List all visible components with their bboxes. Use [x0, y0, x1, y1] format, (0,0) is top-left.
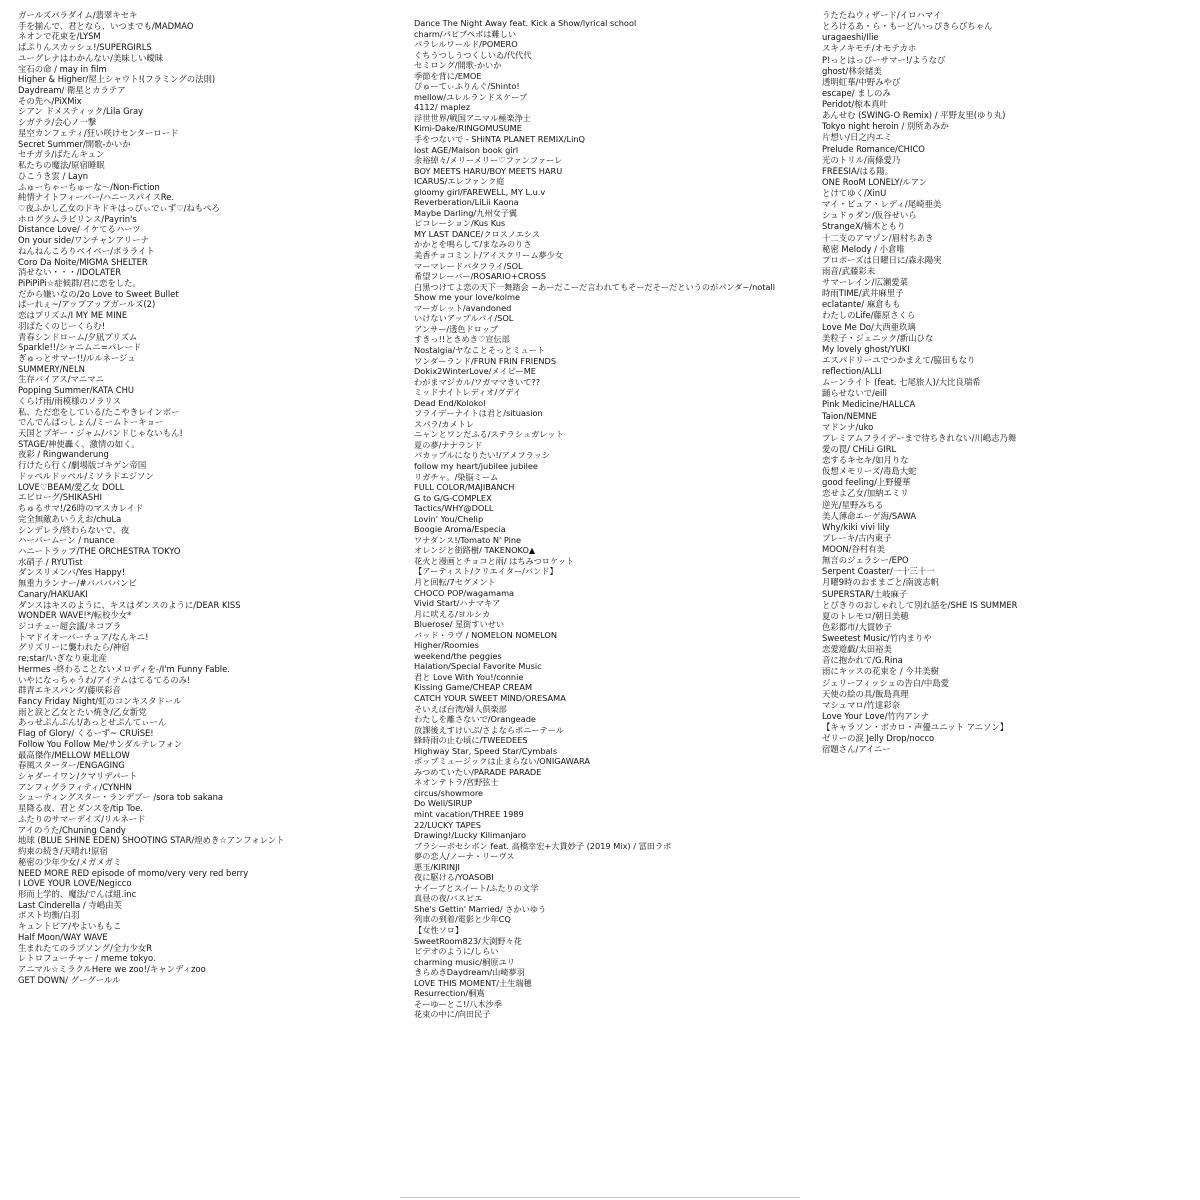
song-list-item: 月に吠える/ヨルシカ	[414, 608, 491, 619]
song-list-item: 雨にキッスの花束を / 今井美樹	[822, 666, 939, 677]
song-list-item: 時雨TIME/武井麻里子	[822, 288, 904, 299]
song-list-item: Popping Summer/KATA CHU	[18, 385, 135, 396]
song-list-item: ワンダーランド/FRUN FRIN FRIENDS	[414, 355, 557, 366]
song-list-item: 浮世世界/戦国アニマル極楽浄土	[414, 112, 531, 123]
song-list-item: Reverberation/LiLii Kaona	[414, 197, 519, 208]
song-list-item: good feeling/上野優華	[822, 477, 911, 488]
song-list-item: ネオンで花束を/LYSM	[18, 31, 101, 42]
song-list-item: 真昼の夜/バスピエ	[414, 893, 483, 904]
song-list-item: とけてゆく/XinU	[822, 188, 887, 198]
song-list-item: ハーバームーン / nuance	[18, 535, 115, 546]
song-list-item: 星降る夜、君とダンスを/tip Toe.	[18, 803, 143, 814]
song-list-item: SUMMERY/NELN	[18, 363, 85, 374]
song-list-item: Maybe Darling/九州女子翼	[414, 207, 518, 218]
song-list-item: Sparkle!!/シャニムニ=パレード	[18, 342, 142, 353]
song-list-item: ネオンテトラ/宮野弦士	[414, 777, 499, 788]
song-list-item: シアン ドメスティック/Lila Gray	[18, 106, 144, 117]
song-list-item: On your side/ワンチャンアリーナ	[18, 235, 149, 246]
song-list-item: weekend/the peggies	[414, 650, 502, 661]
song-list-item: 余裕綽々/メリーメリー♡ファンファーレ	[414, 155, 563, 166]
song-list-item: ハニートラップ/THE ORCHESTRA TOKYO	[18, 545, 181, 556]
song-list-item: 仮想メモリーズ/毒島大蛇	[822, 466, 917, 477]
song-list-item: エビローグ/SHIKASHI	[18, 492, 102, 503]
song-list-item: セミロング/開歌-かいか	[414, 60, 502, 71]
song-list-item: 生まれたてのラブソング/全力少女R	[18, 942, 153, 953]
song-list-item: Fancy Friday Night/虹のコンキスタドール	[18, 696, 182, 706]
song-list-item: 光のトリル/南條愛乃	[822, 154, 901, 165]
song-list-item: Flag of Glory/ くるーず~ CRUiSE!	[18, 728, 154, 739]
song-list-item: BOY MEETS HARU/BOY MEETS HARU	[414, 165, 563, 176]
song-list-item: そーゆーとこ!/八木沙季	[414, 998, 502, 1009]
song-list-item: I LOVE YOUR LOVE/Negicco	[18, 878, 132, 889]
song-list-item: シャダーイワン/クマリデパート	[18, 771, 138, 782]
song-list-item: リガチャ。/染脳ミーム	[414, 471, 499, 482]
song-list-item: マーガレット/avandoned	[414, 302, 512, 313]
song-list-item: あっせぷんぷん!/あっとせぷんてぃーん	[18, 717, 167, 728]
song-list-item: かかとを鳴らして/まなみのりさ	[414, 239, 532, 250]
song-list-item: Do Well/SIRUP	[414, 798, 473, 809]
song-list-item: Dance The Night Away feat. Kick a Show/lyrical school	[414, 18, 637, 28]
song-list-item: She's Gettin' Married/ さかいゆう	[414, 903, 547, 914]
song-list-item: ポップミュージックは止まらない/ONIGAWARA	[414, 756, 590, 767]
song-list-item: 美香チョコミント/アイスクリーム夢少女	[414, 250, 564, 261]
song-list-item: ONE RooM LONELY/ルアン	[822, 176, 928, 187]
song-list-item: 夏のトレモロ/朝日美穂	[822, 610, 909, 621]
song-list-item: バッド・ラヴ / NOMELON NOMELON	[414, 629, 557, 640]
song-list-item: そいえば台湾/婦人倶楽部	[414, 703, 507, 714]
song-list-item: マドンナ/uko	[822, 421, 874, 432]
song-list-item: レトロフューチャー / meme tokyo.	[18, 953, 156, 964]
song-list-item: ちゅるサマ!/26時のマスカレイド	[18, 503, 144, 514]
song-list-item: 宿題さん/アイニー	[822, 744, 891, 755]
song-list-item: Serpent Coaster/一十三十一	[822, 566, 935, 577]
song-list-item: 踊らせないで/eill	[822, 388, 887, 399]
song-list-item: Coro Da Noite/MIGMA SHELTER	[18, 256, 148, 267]
song-list-item: circus/showmore	[414, 787, 484, 798]
song-list-item: StrangeX/楠木ともり	[822, 221, 906, 232]
song-list-item: みつめていたい/PARADE PARADE	[414, 766, 542, 777]
song-list-item: ゼリーの涙 Jelly Drop/nocco	[822, 733, 935, 744]
song-list-item: アニマル☆ミラクルHere we zoo!/キャンディzoo	[18, 963, 206, 974]
song-list-item: lost AGE/Maison book girl	[414, 144, 519, 155]
song-list-item: 雨音/武藤彩未	[822, 265, 876, 276]
song-list-item: MY LAST DANCE/クロスノエシス	[414, 228, 541, 239]
song-list-item: ホログラムラビリンス/Payrin's	[18, 213, 137, 224]
song-list-item: マーマレードバタフライ/SOL	[414, 260, 523, 271]
song-list-item: LOVE♡BEAM/愛乙女 DOLL	[18, 481, 125, 492]
song-list-item: 完全無敵あいうえお/chuLa	[18, 513, 122, 524]
song-list-item: Tactics/WHY@DOLL	[414, 503, 494, 514]
song-list-item: 悪玉/KIRINJI	[414, 861, 460, 872]
song-list-item: ドッペルドッペル/ミソラドエジソン	[18, 470, 154, 481]
song-list-item: ぴゅーてぃふりんぐ/Shinto!	[414, 81, 520, 92]
song-list-item: Distance Love/ イケてるハーツ	[18, 224, 141, 235]
song-list-item: 月と回転/7セグメント	[414, 576, 496, 587]
song-list-item: うたたねウィザード/イロハマイ	[822, 10, 942, 20]
song-list-item: 夜に駆ける/YOASOBI	[414, 872, 494, 883]
song-list-column-3	[822, 10, 1200, 755]
song-list-item: 手を揃んで、君となら、いつまでも/MADMAO	[18, 20, 194, 31]
song-list-item: 君と Love With You!/connie	[414, 671, 524, 682]
song-list-item: ピコレーション/Kus Kus	[414, 218, 506, 229]
song-list-item: 希望フレーバー/ROSARIO+CROSS	[414, 271, 547, 282]
song-list-item: 天国とブギー・ジャム/バンドじゃないもん!	[18, 428, 183, 439]
song-list-item: charming music/桐原ユリ	[414, 956, 515, 967]
song-list-item: 夏の夢/ナナランド	[414, 439, 483, 450]
song-list-item: 【女性ソロ】	[414, 925, 464, 936]
song-list-item: きらめきDaydream/山崎夢羽	[414, 967, 525, 978]
song-list-item: CATCH YOUR SWEET MIND/ORESAMA	[414, 693, 566, 703]
song-list-item: ジェリーフィッシュの告白/中島愛	[822, 677, 950, 688]
song-list-item: re;star/いぎなり東北産	[18, 653, 107, 664]
song-list-item: ミッドナイトレディオ/グデイ	[414, 387, 522, 398]
song-list-item: SUPERSTAR/土岐麻子	[822, 588, 908, 599]
song-list-item: ワナダンス!/Tomato N' Pine	[414, 534, 522, 545]
song-list-item: ダンスリメンバ/Yes Happy!	[18, 567, 126, 578]
song-list-item: 夢の恋人/ノーナ・リーヴス	[414, 851, 515, 862]
song-list-item: 恋せよ乙女/加納エミリ	[822, 488, 909, 499]
song-list-item: フライデーナイトは君と/situasion	[414, 408, 543, 419]
song-list-item: 音に抱かれて/G.Rina	[822, 655, 903, 666]
song-list-item: 水硝子 / RYUTist	[18, 556, 83, 567]
song-list-item: 宝石の命 / may in film	[18, 63, 107, 74]
song-list-item: Higher & Higher/屋上シャウト!(フラミングの法則)	[18, 74, 216, 85]
song-list-item: パカップルになりたい!/アメフラッシ	[414, 450, 550, 461]
song-list-item: 列車の到着/電影と少年CQ	[414, 914, 511, 925]
song-list-item: オレンジと街路樹/ TAKENOKO▲	[414, 545, 536, 556]
song-list-column-1	[18, 10, 400, 985]
song-list-item: charm/パピプペポは難しい	[414, 28, 517, 39]
song-list-item: Dokix2WinterLove/メイビーME	[414, 366, 536, 377]
song-list-item: 放課後えすけいぷ/さよならポニーテール	[414, 724, 564, 735]
song-list-item: ぱぷりんスカッシュ!/SUPERGIRLS	[18, 42, 152, 53]
song-list-item: 私たちの魔法/原宿睡眠	[18, 160, 105, 171]
song-list-item: シュドゥダン/仮谷せいら	[822, 210, 917, 221]
song-list-item: 消せない・・・/IDOLATER	[18, 267, 122, 278]
song-list-item: Peridot/椋本真叶	[822, 99, 888, 109]
song-list-item: Boogie Aroma/Especia	[414, 524, 506, 535]
song-list-item: CHOCO POP/wagamama	[414, 587, 515, 598]
song-list-item: ユーグレナはわかんない/美味しい曖昧	[18, 52, 164, 63]
song-list-item: WONDER WAVE!*/転校少女*	[18, 610, 132, 621]
song-list-item: 手をつないで - SHiNTA PLANET REMIX/LinQ	[414, 134, 585, 145]
song-list-item: 花火と漫画とチョコと雨/ はちみつロケット	[414, 555, 575, 566]
song-list-item: Canary/HAKUAKI	[18, 588, 88, 599]
song-list-item: 星空カンフェティ/狂い咲けセンターロード	[18, 127, 179, 138]
song-list-item: 色彩都市/大貫妙子	[822, 621, 892, 632]
song-list-item: MOON/谷村有美	[822, 544, 885, 554]
song-list-item: 天使の絵の具/飯島真理	[822, 688, 909, 699]
song-list-item: 月曜9時のおままごと/南波志帆	[822, 577, 940, 588]
song-list-item: Taion/NEMNE	[822, 410, 877, 421]
song-list-item: 地球 (BLUE SHINE EDEN) SHOOTING STAR/煌めき☆アンフォレント	[18, 835, 285, 846]
song-list-item: ムーンライト (feat. 七尾旅人)/大比良瑞希	[822, 377, 981, 388]
song-list-item: シガテラ/会心ノ一撃	[18, 117, 97, 128]
song-list-item: パラレルワールド/POMERO	[414, 39, 518, 50]
song-list-item: 夜彩 / Ringwanderung	[18, 449, 109, 460]
song-list-item: ガールズパラダイム/翡翠キセキ	[18, 10, 138, 20]
song-list-item: Highway Star, Speed Star/Cymbals	[414, 745, 558, 756]
song-list-item: gloomy girl/FAREWELL, MY L.u.v	[414, 186, 546, 197]
song-list-item: GET DOWN/ グーグールル	[18, 974, 121, 985]
song-list-item: シューティングスター・ランデブー /sora tob sakana	[18, 792, 224, 803]
song-list-item: いやになっちゃうわ/アイテムはてるてるのみ!	[18, 674, 191, 685]
song-list-item: いけないアップルパイ/SOL	[414, 313, 514, 324]
song-list-column-2	[414, 18, 796, 1020]
song-list-item: Resurrection/桐嶌	[414, 988, 485, 999]
song-list-item: Vivid Start/ハナマキア	[414, 598, 501, 609]
song-list-item: とろけるあ・ら・もーど/いっぴきらびちゃん	[822, 21, 993, 32]
song-list-item: Love Me Do/大西亜玖璃	[822, 321, 916, 332]
song-list-item: Kimi-Dake/RINGOMUSUME	[414, 123, 522, 134]
song-list-item: escape/ ましのみ	[822, 87, 891, 98]
song-list-item: Dead End/Kolokol	[414, 397, 486, 408]
song-list-item: だから嫌いなの/2o Love to Sweet Bullet	[18, 288, 179, 299]
song-list-item: セチガラ/ばたんキュン	[18, 149, 105, 160]
song-list-item: スキノキモチ/オモテカホ	[822, 43, 917, 54]
song-list-item: マシュマロ/竹達彩奈	[822, 699, 901, 710]
song-list-item: Kissing Game/CHEAP CREAM	[414, 682, 533, 693]
song-list-item: わたしのLife/藤原さくら	[822, 310, 916, 321]
song-list-item: とびきりのおしゃれして別れ話を/SHE IS SUMMER	[822, 599, 1018, 610]
song-list-item: Bluerose/ 星街すいせい	[414, 619, 505, 630]
song-list-item: My lovely ghost/YUKI	[822, 343, 910, 354]
song-list-item: 生存バイアス/マニマニ	[18, 374, 104, 385]
song-list-item: ghost/林奈緒美	[822, 65, 882, 76]
song-list-item: Tokyo night heroin / 別所あみか	[822, 121, 949, 132]
song-list-item: 私、ただ恋をしている/たこやきレインボー	[18, 406, 180, 417]
song-list-item: ダンスはキスのように、キスはダンスのように/DEAR KISS	[18, 599, 241, 610]
song-list-item: ひこうき雲 / Layn	[18, 170, 89, 181]
song-list-item: サマーレイン/広瀬愛菜	[822, 277, 908, 287]
song-list-item: わたしを離さないで/Orangeade	[414, 714, 536, 725]
song-list-item: Hermes -終わることないメロディを-/I'm Funny Fable.	[18, 663, 230, 674]
song-list-item: 雨と涙と乙女とたい焼き/乙女新党	[18, 706, 147, 717]
song-list-item: Drawing!/Lucky Kilimanjaro	[414, 830, 526, 841]
song-list-item: 【キャラソン・ボカロ・声優ユニット アニソン】	[822, 722, 1009, 732]
song-list-item: すきっ!!ときめき♡宣伝部	[414, 334, 510, 345]
song-list-item: Pink Medicine/HALLCA	[822, 399, 916, 410]
song-list-item: ブレーキ/古内東子	[822, 532, 892, 543]
song-list-item: 最高傑作/MELLOW MELLOW	[18, 749, 130, 760]
song-list-item: SweetRoom823/大渕野々花	[414, 935, 522, 946]
song-list-item: Nostalgia/ヤなことそっとミュート	[414, 344, 546, 355]
song-list-item: Secret Summer/開歌-かいか	[18, 138, 131, 149]
song-list-item: その先へ/PiXMix	[18, 95, 82, 106]
song-list-item: プロポーズは日曜日に/森永陽実	[822, 254, 942, 265]
song-list-item: 純情ナイトフィーバー/ハニースパイスRe.	[18, 192, 175, 203]
song-list-item: 22/LUCKY TAPES	[414, 819, 481, 830]
song-list-item: FREESIA/はる陽。	[822, 165, 894, 176]
song-list-item: エスパドリーユでつかまえて/脇田もなり	[822, 354, 976, 365]
song-list-item: 蜂時雨の止む頃に/TWEEDEES	[414, 735, 528, 746]
song-list-item: eclatante/ 麻倉もも	[822, 299, 901, 310]
song-list-item: 片想い/日之内エミ	[822, 132, 892, 143]
bottom-divider	[400, 1197, 800, 1198]
song-list-item: ニャンとワンだふる/ステラシュガレット	[414, 429, 564, 440]
song-list-item: アイのうた/Chuning Candy	[18, 824, 126, 835]
song-list-item: ICARUS/エレファンク庭	[414, 176, 505, 187]
song-list-item: P!っとはっぴーサマー!/ようなび	[822, 54, 946, 65]
song-list-item: Halation/Special Favorite Music	[414, 661, 542, 672]
song-list-item: Love Your Love/竹内アンナ	[822, 710, 930, 721]
song-list-item: 群青エキスパンダ/藤咲彩音	[18, 685, 121, 696]
song-list-item: キュントピア/やよいももこ	[18, 921, 122, 932]
song-list-item: 行けたら行く/劇場版ゴキゲン帝国	[18, 460, 147, 471]
song-list-item: スパラ/カメトレ	[414, 418, 475, 429]
song-list-item: 羽ばたくのじーくらむ!	[18, 320, 106, 331]
song-list-item: LOVE THIS MOMENT/土生瑞穂	[414, 977, 532, 988]
song-list-item: ふたりのサマーデイズ/リルネード	[18, 813, 146, 824]
song-list-item: Show me your love/kolme	[414, 292, 520, 303]
song-list-item: くちうつしうつくしいゐ/代代代	[414, 49, 532, 60]
song-list-item: STAGE/神使轟く、激情の如く。	[18, 438, 140, 449]
song-list-item: Sweetest Music/竹内まりや	[822, 633, 932, 643]
song-list-item: ブラシーボセシボン feat. 高橋幸宏+大貫妙子 (2019 Mix) / 冨田ラボ	[414, 840, 672, 851]
song-list-item: 約束の続き/天晴れ!原宿	[18, 846, 108, 857]
song-list-item: Half Moon/WAY WAVE	[18, 931, 108, 942]
song-list-item: わがまマジカル/ワガママきいて??	[414, 376, 541, 387]
song-list-item: 恋するキセキ/如月りな	[822, 455, 909, 465]
song-list-item: 美人薄命エーゲ海/SAWA	[822, 510, 917, 521]
song-list-item: 春風スターター/ENGAGING	[18, 760, 125, 771]
song-list-item: ぎゅっとサマー!!/ルルネージュ	[18, 353, 136, 363]
song-list-item: アンフィグラフィティ/CYNHN	[18, 781, 132, 792]
song-list-item: ぱーれぇ~/アップアップガールズ(2)	[18, 299, 156, 310]
song-list-item: 【アーティスト/クリエイター/バンド】	[414, 566, 558, 577]
song-list-item: マイ・ピュア・レディ/尾崎亜美	[822, 199, 942, 210]
song-list-item: でんでんぱっしょん/ミームトーキョー	[18, 417, 164, 428]
song-list-item: Lovin' You/Chelip	[414, 513, 484, 524]
song-list-item: Prelude Romance/CHICO	[822, 143, 925, 154]
song-list-item: FULL COLOR/MAJIBANCH	[414, 482, 515, 493]
song-list-item: 4112/ maplez	[414, 102, 470, 113]
song-list-item: 恋愛遊戯/太田裕美	[822, 644, 892, 655]
song-list-item: 季節を背に/EMOE	[414, 70, 482, 81]
song-list-item: ねんねんころりベイベー/ポラライト	[18, 245, 155, 256]
song-list-item: トマドイオーバーチュア/なんキニ!	[18, 631, 149, 642]
song-list-item: mellow/ユレルランドスケープ	[414, 91, 528, 102]
song-list-item: プレミアムフライデーまで待ちきれない/川嶋志乃舞	[822, 432, 1017, 443]
song-list-item: 逆光/星野みちる	[822, 499, 884, 510]
song-list-item: 白黒つけてよ恋の天下一舞踏会 ~あーだこーだ言われてもそーだそーだというのがパンダ~/notall	[414, 281, 776, 292]
song-list-item: uragaeshi/Ilie	[822, 32, 879, 43]
song-list-item: 恋はプリズム/I MY ME MINE	[18, 310, 128, 321]
song-list-item: Follow You Follow Me/サンダルテレフォン	[18, 738, 183, 749]
song-list-item: Higher/Roomies	[414, 640, 479, 651]
song-list-item: mint vacation/THREE 1989	[414, 809, 524, 820]
song-list-item: NEED MORE RED episode of momo/very very red berry	[18, 867, 249, 878]
song-list-item: 十二支のアマゾン/眉村ちあき	[822, 232, 934, 243]
song-list-item: 美粒子・ジェニック/新山ひな	[822, 332, 934, 343]
song-list-item: reflection/ALLI	[822, 366, 882, 376]
song-list-item: 透明虹華/中野みやび	[822, 76, 901, 87]
song-list-item: 秘密 Melody / 小倉唯	[822, 243, 905, 254]
song-list-item: 無言のジェラシー/EPO	[822, 555, 909, 566]
song-list-item: ポスト均衡/白羽	[18, 910, 80, 921]
song-list-item: アンサー/透色ドロップ	[414, 323, 499, 334]
song-list-item: 秘密の少年少女/メガメガミ	[18, 856, 122, 867]
song-list-item: PiPiPiPi☆症候群/君に恋をした。	[18, 277, 141, 288]
song-list-item: Why/kiki vivi lily	[822, 521, 890, 532]
song-list-item: くらげ雨/雨模様のソラリス	[18, 395, 121, 406]
song-list-item: ふゅーちゃーちゅーな〜/Non-Fiction	[18, 181, 160, 192]
song-list-item: グリズリーに襲われたら/神宿	[18, 642, 130, 653]
song-list-item: 無重力ランナー/#ババババンビ	[18, 578, 137, 589]
song-list-item: G to G/G-COMPLEX	[414, 492, 492, 503]
song-list-item: 形而上学的、魔法/でんぱ組.inc	[18, 888, 137, 899]
song-list-item: 青春シンドローム/夕凪プリズム	[18, 331, 138, 342]
song-list-item: ♡夜ふかし乙女のドキドキはっぴぃでぃず♡/ねもぺろ	[18, 202, 220, 213]
song-list-item: Daydream/ 衛星とカラテア	[18, 85, 126, 96]
song-list-item: あんせむ (SWING-O Remix) / 平野友里(ゆり丸)	[822, 110, 1006, 121]
song-list-item: 愛の罠/ CHiLi GIRL	[822, 443, 897, 454]
song-list-item: follow my heart/jubilee jubilee	[414, 460, 538, 471]
song-list-item: ナイーブとスイート/ふたりの文学	[414, 882, 539, 893]
song-list-item: ビデオのように/しらい	[414, 946, 499, 957]
song-list-item: ジコチュー超会議/ネコプラ	[18, 620, 122, 631]
song-list-item: 花束の中に/向田民子	[414, 1009, 491, 1020]
song-list-item: シンデレラ/終わらないで、夜	[18, 524, 130, 535]
song-list-item: Last Cinderella / 寺嶋由芙	[18, 899, 122, 910]
